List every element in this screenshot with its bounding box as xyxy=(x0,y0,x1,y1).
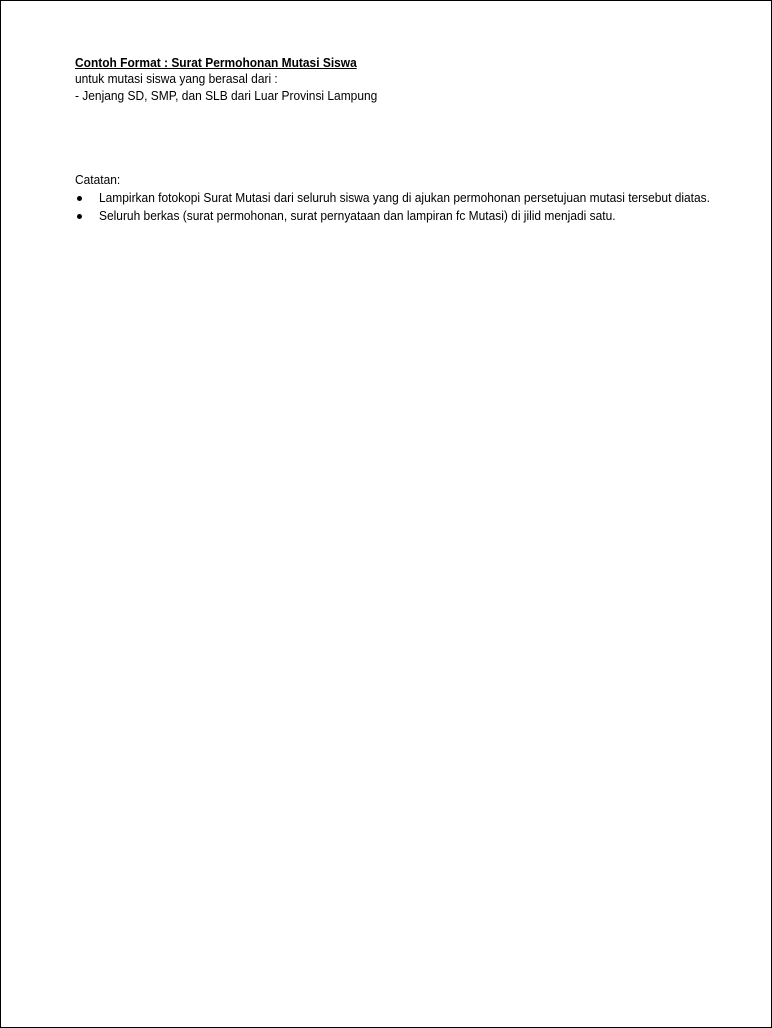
document-heading: Contoh Format : Surat Permohonan Mutasi Siswa xyxy=(75,55,357,70)
notes-label: Catatan: xyxy=(75,172,121,187)
note-item xyxy=(75,208,735,224)
scope-line: - Jenjang SD, SMP, dan SLB dari Luar Provinsi Lampung xyxy=(75,88,378,103)
note-text: Seluruh berkas (surat permohonan, surat pernyataan dan lampiran fc Mutasi) di jilid menjadi satu. xyxy=(99,208,616,223)
bullet-icon xyxy=(77,196,82,201)
note-item xyxy=(75,190,735,206)
notes-list xyxy=(75,190,735,226)
intro-line: untuk mutasi siswa yang berasal dari : xyxy=(75,71,278,86)
bullet-icon xyxy=(77,214,82,219)
note-text: Lampirkan fotokopi Surat Mutasi dari seluruh siswa yang di ajukan permohonan persetujuan mutasi tersebut diatas. xyxy=(99,190,710,205)
